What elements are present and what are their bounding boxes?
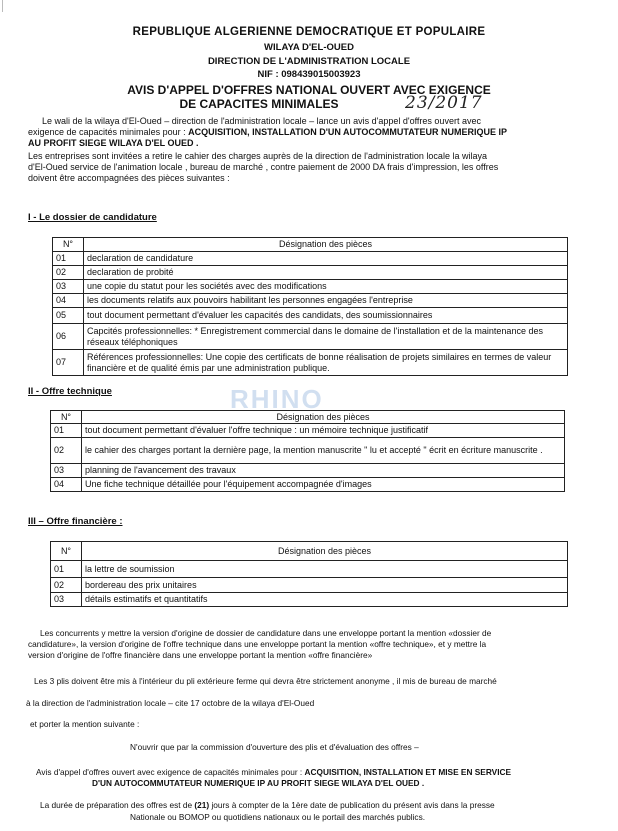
row-text: Références professionnelles: Une copie des certificats de bonne réalisation de projets similaires en termes de valeur financière et de qualité émis par une administration publique. xyxy=(84,350,568,376)
notice-title-line2: DE CAPACITES MINIMALES xyxy=(179,97,339,111)
intro-line2 xyxy=(28,127,507,138)
row-number: 03 xyxy=(51,593,82,607)
row-number: 03 xyxy=(51,464,82,478)
intro-subject: ACQUISITION, INSTALLATION D'UN AUTOCOMMUTATEUR NUMERIQUE IP xyxy=(188,127,508,137)
country-heading: REPUBLIQUE ALGERIENNE DEMOCRATIQUE ET POPULAIRE xyxy=(132,26,486,38)
row-text: bordereau des prix unitaires xyxy=(82,578,568,593)
row-number: 05 xyxy=(53,308,84,324)
row-text: la lettre de soumission xyxy=(82,561,568,578)
closing-para2: Les 3 plis doivent être mis à l'intérieur du pli extérieure ferme qui devra être strictement anonyme , il mis de bureau de marché xyxy=(34,676,497,686)
closing-para7: D'UN AUTOCOMMUTATEUR NUMERIQUE IP AU PROFIT SIEGE WILAYA D'EL OUED . xyxy=(92,778,425,788)
table-row xyxy=(53,266,568,280)
row-text: détails estimatifs et quantitatifs xyxy=(82,593,568,607)
table-row xyxy=(53,252,568,266)
row-text: tout document permettant d'évaluer les capacités des candidats, des soumissionnaires xyxy=(84,308,568,324)
col-n-header: N° xyxy=(51,542,82,561)
row-number: 02 xyxy=(53,266,84,280)
row-number: 04 xyxy=(51,478,82,492)
section3-title: III – Offre financière : xyxy=(28,516,123,527)
wilaya-heading: WILAYA D'EL-OUED xyxy=(264,42,354,53)
page-corner-mark xyxy=(2,0,25,12)
closing-subject: ACQUISITION, INSTALLATION ET MISE EN SERVICE xyxy=(304,767,512,777)
row-text: planning de l'avancement des travaux xyxy=(82,464,565,478)
section2-table xyxy=(50,410,565,492)
notice-title-line1: AVIS D'APPEL D'OFFRES NATIONAL OUVERT AVEC EXIGENCE xyxy=(127,83,491,97)
section3-table xyxy=(50,541,568,607)
closing-para6-text: Avis d'appel d'offres ouvert avec exigence de capacités minimales pour : xyxy=(36,767,305,777)
row-number: 03 xyxy=(53,280,84,294)
closing-para4: et porter la mention suivante : xyxy=(30,719,140,729)
row-text: tout document permettant d'évaluer l'offre technique : un mémoire technique justificatif xyxy=(82,424,565,438)
table-header-row xyxy=(51,542,568,561)
section1-title: I - Le dossier de candidature xyxy=(28,212,157,223)
section1-table xyxy=(52,237,568,376)
closing-para8-pre: La durée de préparation des offres est de xyxy=(40,800,195,810)
row-text: declaration de probité xyxy=(84,266,568,280)
intro-line1: Le wali de la wilaya d'El-Oued – direction de l'administration locale – lance un avis d'appel d'offres ouvert avec xyxy=(42,116,481,126)
nif-heading: NIF : 098439015003923 xyxy=(257,69,361,80)
closing-para1-line1: Les concurrents y mettre la version d'origine de dossier de candidature dans une enveloppe portant la mention «dossier de xyxy=(40,628,492,638)
row-text: une copie du statut pour les sociétés avec des modifications xyxy=(84,280,568,294)
direction-heading: DIRECTION DE L'ADMINISTRATION LOCALE xyxy=(207,56,411,67)
closing-para8 xyxy=(40,800,495,811)
closing-para3: à la direction de l'administration locale – cite 17 octobre de la wilaya d'El-Oued xyxy=(26,698,315,708)
table-row xyxy=(53,324,568,350)
table-row xyxy=(51,424,565,438)
closing-para9: Nationale ou BOMOP ou quotidiens nationaux ou le portail des marchés publics. xyxy=(130,812,426,822)
row-number: 01 xyxy=(53,252,84,266)
closing-para1-line2: candidature», la version d'origine de l'offre technique dans une enveloppe portant la mention «offre technique», et y mettre la xyxy=(28,639,487,649)
col-designation-header: Désignation des pièces xyxy=(84,238,568,252)
intro-line6: doivent être accompagnées des pièces suivantes : xyxy=(28,173,230,183)
row-text: les documents relatifs aux pouvoirs habilitant les personnes engagées l'entreprise xyxy=(84,294,568,308)
closing-para1-line3: version d'origine de l'offre financière dans une enveloppe portant la mention «offre financière» xyxy=(28,650,373,660)
col-n-header: N° xyxy=(53,238,84,252)
row-number: 06 xyxy=(53,324,84,350)
intro-line2-text: exigence de capacités minimales pour : xyxy=(28,127,189,137)
row-number: 07 xyxy=(53,350,84,376)
row-number: 02 xyxy=(51,578,82,593)
table-row xyxy=(51,438,565,464)
intro-line4: Les entreprises sont invitées a retire le cahier des charges auprès de la direction de l'administration locale la wilaya xyxy=(28,151,487,161)
col-n-header: N° xyxy=(51,411,82,424)
table-row xyxy=(53,280,568,294)
watermark-logo: RHINO xyxy=(230,384,324,414)
closing-duration: (21) xyxy=(194,800,210,810)
row-number: 01 xyxy=(51,424,82,438)
intro-line5: d'El-Oued service de l'animation locale , bureau de marché , contre paiement de 2000 DA frais d'impression, les offres xyxy=(28,162,499,172)
handwritten-number: 23/2017 xyxy=(405,93,483,113)
col-designation-header: Désignation des pièces xyxy=(82,411,565,424)
col-designation-header: Désignation des pièces xyxy=(82,542,568,561)
table-row xyxy=(51,593,568,607)
row-text: le cahier des charges portant la dernière page, la mention manuscrite " lu et accepté " écrit en écriture manuscrite . xyxy=(82,438,565,464)
table-row xyxy=(51,464,565,478)
table-row xyxy=(53,350,568,376)
row-text: declaration de candidature xyxy=(84,252,568,266)
row-number: 01 xyxy=(51,561,82,578)
table-row xyxy=(51,478,565,492)
table-row xyxy=(53,294,568,308)
table-row xyxy=(51,561,568,578)
closing-para8-post: jours à compter de la 1ère date de publication du présent avis dans la presse xyxy=(209,800,495,810)
row-text: Capcités professionnelles: * Enregistrement commercial dans le domaine de l'installation et de la maintenance des réseaux téléphoniques xyxy=(84,324,568,350)
table-row xyxy=(53,308,568,324)
row-number: 02 xyxy=(51,438,82,464)
row-text: Une fiche technique détaillée pour l'équipement accompagnée d'images xyxy=(82,478,565,492)
section2-title: II - Offre technique xyxy=(28,386,112,397)
closing-para5: N'ouvrir que par la commission d'ouverture des plis et d'évaluation des offres – xyxy=(130,742,419,752)
table-row xyxy=(51,578,568,593)
closing-para6 xyxy=(36,767,511,778)
row-number: 04 xyxy=(53,294,84,308)
table-header-row xyxy=(51,411,565,424)
intro-line3: AU PROFIT SIEGE WILAYA D'EL OUED . xyxy=(28,138,199,148)
table-header-row xyxy=(53,238,568,252)
